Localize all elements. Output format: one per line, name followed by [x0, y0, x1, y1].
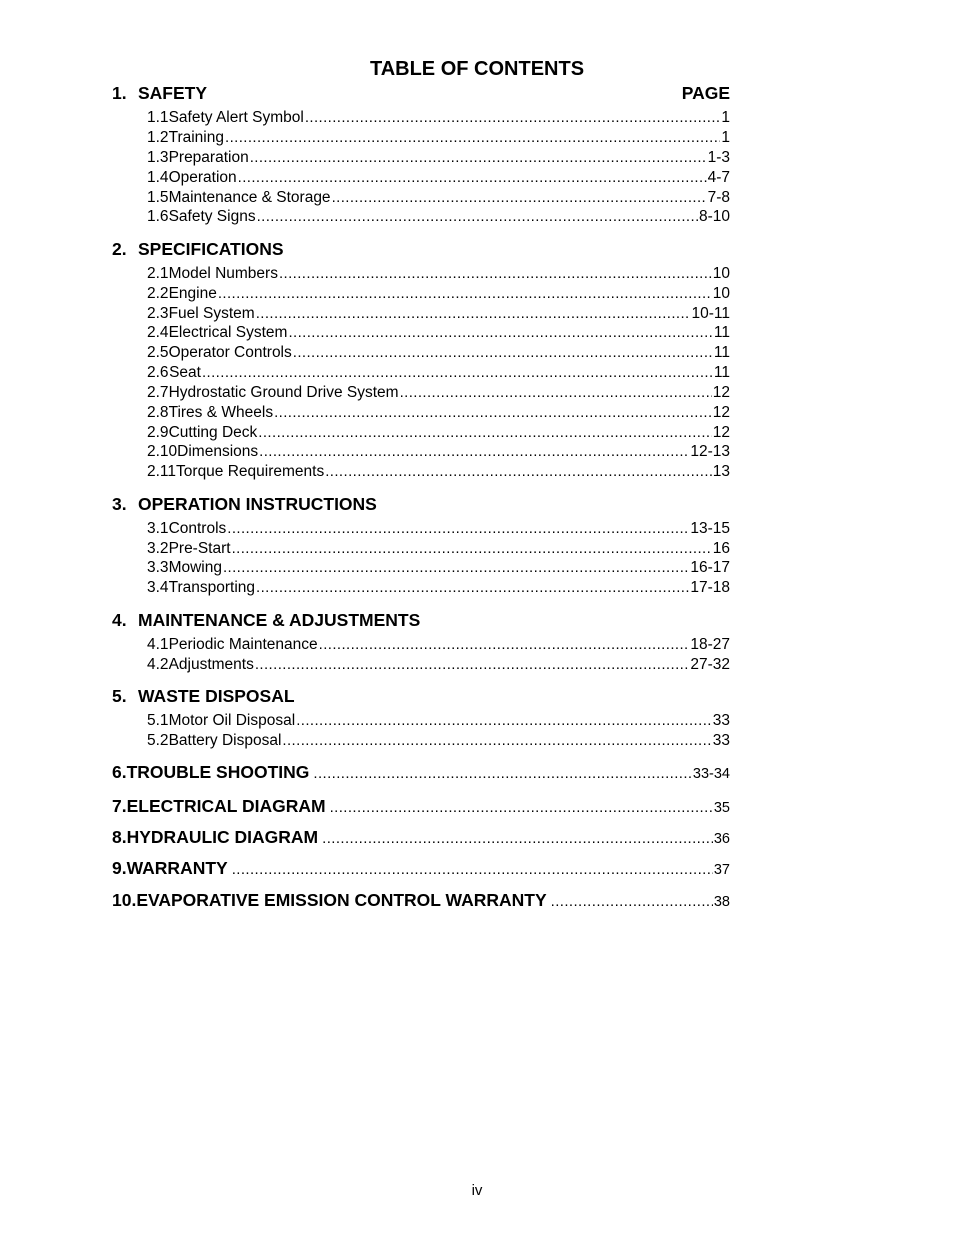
toc-entry-label: Mowing	[168, 559, 222, 576]
leader-dots	[257, 207, 698, 227]
toc-entry-label: Dimensions	[177, 443, 259, 460]
toc-entry-number: 2.8	[147, 404, 169, 421]
toc-entry-page: 12-13	[690, 443, 730, 460]
leader-dots	[325, 462, 712, 482]
toc-subsection-row	[112, 655, 730, 675]
leader-dots	[202, 363, 713, 383]
page-column-header: PAGE	[681, 83, 730, 103]
toc-subsection-row	[112, 442, 730, 462]
toc-entry-label: Torque Requirements	[176, 463, 325, 480]
toc-entry-label: Tires & Wheels	[168, 404, 274, 421]
toc-section-row	[112, 239, 730, 259]
toc-entry-label: WASTE DISPOSAL	[138, 686, 295, 706]
toc-entry-label: Maintenance & Storage	[168, 189, 331, 206]
toc-subsection-row	[112, 462, 730, 482]
toc-entry-number: 1.6	[147, 208, 169, 225]
toc-subsection-row	[112, 128, 730, 148]
toc-entry-label: Periodic Maintenance	[168, 636, 318, 653]
toc-entry-page: 10	[712, 265, 730, 282]
toc-entry-label: HYDRAULIC DIAGRAM	[126, 827, 319, 847]
toc-entry-label: ELECTRICAL DIAGRAM	[126, 796, 326, 816]
toc-entry-number: 6.	[112, 762, 127, 782]
toc-entry-label: Model Numbers	[168, 265, 278, 282]
toc-subsection-row	[112, 168, 730, 188]
toc-subsection-row	[112, 578, 730, 598]
toc-section-row	[112, 827, 730, 847]
toc-entry-page: 12	[712, 424, 730, 441]
toc-entry-page: 38	[713, 894, 730, 910]
toc-entry-label: Pre-Start	[168, 540, 231, 557]
leader-dots	[288, 323, 712, 343]
toc-entry-number: 1.	[112, 83, 127, 103]
toc-entry-number: 2.10	[147, 443, 178, 460]
toc-subsection-row	[112, 108, 730, 128]
toc-entry-number: 1.5	[147, 189, 169, 206]
toc-entry-label: Operator Controls	[168, 344, 292, 361]
toc-entry-number: 5.	[112, 686, 127, 706]
toc-entry-number: 4.2	[147, 656, 169, 673]
leader-dots	[218, 284, 712, 304]
toc-entry-label: Electrical System	[168, 324, 288, 341]
toc-entry-page: 11	[713, 344, 730, 361]
leader-dots	[259, 442, 689, 462]
toc-section-row	[112, 494, 730, 514]
toc-entry-page: 12	[712, 404, 730, 421]
toc-subsection-row	[112, 284, 730, 304]
toc-entry-label: Safety Alert Symbol	[168, 109, 304, 126]
toc-subsection-row	[112, 343, 730, 363]
toc-entry-label: Controls	[168, 520, 227, 537]
toc-subsection-row	[112, 304, 730, 324]
toc-entry-number: 2.7	[147, 384, 169, 401]
toc-entry-page: 13-15	[690, 520, 730, 537]
leader-dots	[296, 711, 712, 731]
toc-section-row	[112, 83, 730, 103]
toc-entry-page: 10	[712, 285, 730, 302]
leader-dots	[313, 764, 692, 784]
toc-entry-number: 4.	[112, 610, 127, 630]
toc-entry-number: 2.1	[147, 265, 169, 282]
toc-subsection-row	[112, 731, 730, 751]
leader-dots	[223, 558, 689, 578]
leader-dots	[227, 519, 689, 539]
toc-entry-label: Motor Oil Disposal	[168, 712, 296, 729]
toc-subsection-row	[112, 711, 730, 731]
toc-entry-number: 2.	[112, 239, 127, 259]
toc-entry-number: 2.3	[147, 305, 169, 322]
toc-subsection-row	[112, 148, 730, 168]
toc-subsection-row	[112, 519, 730, 539]
toc-entry-number: 3.	[112, 494, 127, 514]
leader-dots	[255, 655, 689, 675]
toc-entry-page: 18-27	[690, 636, 730, 653]
toc-entry-number: 3.4	[147, 579, 169, 596]
toc-entry-number: 2.9	[147, 424, 169, 441]
toc-entry-number: 8.	[112, 827, 127, 847]
toc-entry-label: TROUBLE SHOOTING	[126, 762, 310, 782]
toc-entry-page: 16-17	[690, 559, 730, 576]
toc-entry-number: 5.2	[147, 732, 169, 749]
toc-entry-page: 37	[713, 862, 730, 878]
toc-entry-page: 33-34	[692, 766, 730, 782]
toc-entry-page: 1-3	[707, 149, 730, 166]
toc-entry-page: 1	[721, 129, 730, 146]
leader-dots	[250, 148, 707, 168]
toc-entry-number: 2.6	[147, 364, 169, 381]
toc-entry-number: 2.5	[147, 344, 169, 361]
toc-entry-number: 2.2	[147, 285, 169, 302]
toc-entry-label: OPERATION INSTRUCTIONS	[138, 494, 377, 514]
toc-section-row	[112, 796, 730, 816]
toc-entry-label: Training	[168, 129, 224, 146]
page-title: TABLE OF CONTENTS	[369, 58, 585, 80]
leader-dots	[332, 188, 707, 208]
toc-entry-label: SPECIFICATIONS	[138, 239, 284, 259]
toc-entry-page: 4-7	[707, 169, 730, 186]
toc-entry-number: 10.	[112, 890, 137, 910]
toc-entry-page: 10-11	[691, 305, 730, 322]
toc-entry-number: 2.4	[147, 324, 169, 341]
toc-entry-label: MAINTENANCE & ADJUSTMENTS	[138, 610, 421, 630]
leader-dots	[400, 383, 712, 403]
leader-dots	[322, 829, 713, 849]
leader-dots	[225, 128, 720, 148]
toc-entry-label: Cutting Deck	[168, 424, 258, 441]
toc-entry-number: 1.2	[147, 129, 169, 146]
toc-entry-number: 5.1	[147, 712, 169, 729]
toc-entry-page: 11	[713, 324, 730, 341]
toc-section-row	[112, 762, 730, 782]
toc-section-row	[112, 858, 730, 878]
leader-dots	[551, 892, 713, 912]
toc-entry-number: 9.	[112, 858, 127, 878]
toc-subsection-row	[112, 363, 730, 383]
leader-dots	[232, 860, 713, 880]
leader-dots	[274, 403, 712, 423]
toc-entry-page: 35	[713, 800, 730, 816]
toc-entry-page: 33	[712, 732, 730, 749]
toc-entry-number: 1.3	[147, 149, 169, 166]
toc-entry-label: Adjustments	[168, 656, 254, 673]
toc-subsection-row	[112, 383, 730, 403]
toc-entry-page: 17-18	[690, 579, 730, 596]
toc-subsection-row	[112, 207, 730, 227]
toc-entry-page: 13	[712, 463, 730, 480]
toc-entry-number: 3.2	[147, 540, 169, 557]
toc-subsection-row	[112, 188, 730, 208]
toc-entry-number: 3.1	[147, 520, 169, 537]
toc-entry-label: Safety Signs	[168, 208, 256, 225]
leader-dots	[330, 798, 713, 818]
toc-entry-page: 11	[713, 364, 730, 381]
toc-subsection-row	[112, 423, 730, 443]
toc-entry-label: Operation	[168, 169, 237, 186]
leader-dots	[282, 731, 711, 751]
toc-entry-number: 1.1	[147, 109, 169, 126]
leader-dots	[319, 635, 690, 655]
toc-entry-label: Engine	[168, 285, 217, 302]
toc-subsection-row	[112, 635, 730, 655]
leader-dots	[279, 264, 712, 284]
toc-subsection-row	[112, 323, 730, 343]
toc-entry-label: EVAPORATIVE EMISSION CONTROL WARRANTY	[136, 890, 547, 910]
toc-entry-label: WARRANTY	[126, 858, 228, 878]
toc-entry-label: Fuel System	[168, 305, 255, 322]
leader-dots	[293, 343, 713, 363]
toc-entry-page: 12	[712, 384, 730, 401]
toc-entry-label: Transporting	[168, 579, 256, 596]
toc-entry-label: SAFETY	[138, 83, 208, 103]
leader-dots	[256, 578, 689, 598]
toc-entry-page: 33	[712, 712, 730, 729]
toc-entry-page: 16	[712, 540, 730, 557]
toc-entry-label: Preparation	[168, 149, 249, 166]
toc-entry-number: 3.3	[147, 559, 169, 576]
leader-dots	[256, 304, 691, 324]
toc-entry-page: 8-10	[698, 208, 730, 225]
page-number-footer: iv	[471, 1182, 483, 1199]
toc-section-row	[112, 610, 730, 630]
leader-dots	[305, 108, 721, 128]
toc-entry-page: 1	[721, 109, 730, 126]
toc-entry-label: Battery Disposal	[168, 732, 282, 749]
toc-entry-page: 7-8	[707, 189, 730, 206]
toc-section-row	[112, 686, 730, 706]
toc-subsection-row	[112, 558, 730, 578]
toc-subsection-row	[112, 403, 730, 423]
leader-dots	[238, 168, 707, 188]
toc-entry-label: Hydrostatic Ground Drive System	[168, 384, 399, 401]
toc-entry-page: 36	[713, 831, 730, 847]
toc-entry-number: 7.	[112, 796, 127, 816]
leader-dots	[232, 539, 712, 559]
toc-entry-number: 2.11	[147, 463, 177, 480]
toc-entry-number: 4.1	[147, 636, 169, 653]
toc-entry-label: Seat	[169, 364, 201, 381]
toc-subsection-row	[112, 264, 730, 284]
toc-entry-page: 27-32	[690, 656, 730, 673]
toc-entry-number: 1.4	[147, 169, 169, 186]
toc-section-row	[112, 890, 730, 910]
toc-subsection-row	[112, 539, 730, 559]
leader-dots	[258, 423, 711, 443]
